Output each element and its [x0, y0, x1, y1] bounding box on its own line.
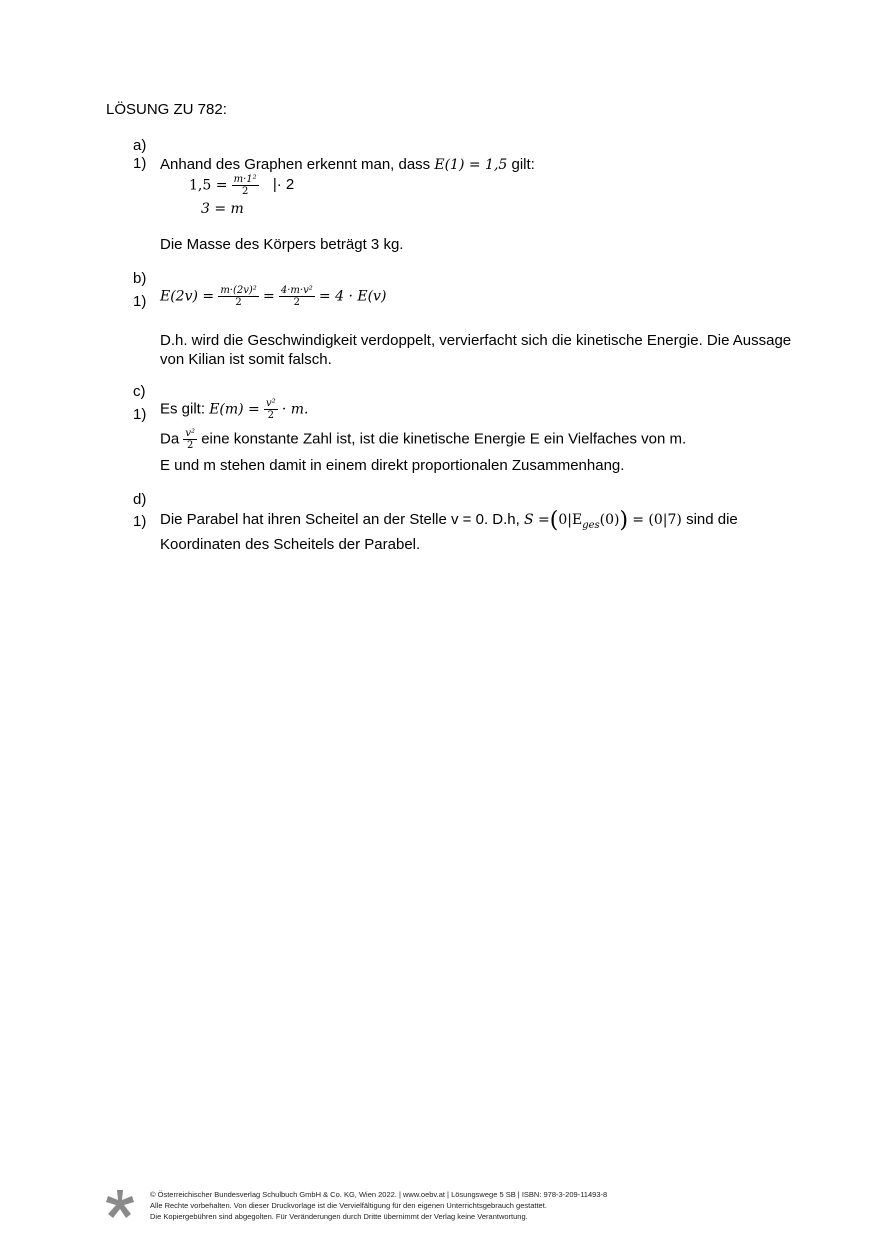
footer	[150, 1189, 607, 1222]
d-math-arg: (0)	[599, 512, 620, 528]
d-line2: Koordinaten des Scheitels der Parabel.	[160, 536, 421, 553]
c-line1	[160, 398, 308, 421]
a-equation-1	[189, 174, 294, 197]
c-line2-pre: Da	[160, 430, 180, 448]
c-line2-post: eine konstante Zahl ist, ist die kinetische Energie E ein Vielfaches von m.	[201, 430, 687, 448]
a-line1-math: E(1) = 1,5	[434, 157, 508, 173]
c-line1-post: · m.	[281, 401, 309, 418]
c-line2-frac-num: v²	[185, 428, 196, 439]
a-result: Die Masse des Körpers beträgt 3 kg.	[160, 236, 404, 253]
b-frac2-num: 4·m·v²	[280, 285, 313, 296]
footer-line-3: Die Kopiergebühren sind abgegolten. Für Veränderungen durch Dritte übernimmt der Verlag keine Verantwortung.	[150, 1212, 528, 1221]
a-line1-pre: Anhand des Graphen erkennt man, dass	[160, 156, 431, 173]
b-rhs: = 4 · E(v)	[318, 288, 387, 305]
d-line1-post: sind die	[686, 511, 738, 528]
c-line2-fraction	[183, 428, 197, 451]
a-eq1-num: m·1²	[233, 174, 257, 185]
b-frac2-den: 2	[279, 296, 315, 308]
c-line2	[160, 428, 686, 451]
a-equation-2: 3 = m	[201, 201, 244, 217]
section-c-label: c)	[133, 383, 146, 400]
c-line2-frac-den: 2	[183, 439, 197, 451]
a-eq1-fraction	[232, 174, 259, 197]
section-a-label: a)	[133, 137, 147, 154]
b-equation	[160, 285, 386, 308]
d-line1	[160, 510, 738, 535]
a-line1-post: gilt:	[511, 156, 535, 173]
d-paren-close: )	[619, 508, 629, 533]
section-a-line1	[160, 155, 535, 175]
b-frac1-num: m·(2v)²	[220, 285, 257, 296]
a-eq1-op: |· 2	[272, 176, 295, 194]
b-eq: =	[262, 288, 275, 305]
d-math-inner: 0|E	[558, 512, 583, 528]
d-math-post: = (0|7)	[632, 512, 682, 528]
c-line1-pre: Es gilt:	[160, 400, 206, 418]
b-text: D.h. wird die Geschwindigkeit verdoppelt, vervierfacht sich die kinetische Energie. Die Aussage von Kilian ist somit falsch.	[160, 332, 792, 368]
footer-line-1: © Österreichischer Bundesverlag Schulbuch GmbH & Co. KG, Wien 2022. | www.oebv.at | Lösungswege 5 SB | ISBN: 978-3-209-11493-8	[150, 1190, 608, 1199]
section-b-label: b)	[133, 270, 147, 287]
c-frac-den: 2	[264, 409, 278, 421]
section-d-item: 1)	[133, 513, 147, 530]
d-paren-open: (	[549, 508, 559, 533]
d-math-s: S =	[523, 512, 550, 528]
c-line1-math: E(m) =	[209, 401, 260, 418]
section-d-label: d)	[133, 491, 147, 508]
b-fraction-1	[218, 285, 258, 308]
publisher-logo-icon	[104, 1188, 136, 1220]
a-eq1-den: 2	[232, 185, 259, 197]
footer-line-2: Alle Rechte vorbehalten. Von dieser Druckvorlage ist die Vervielfältigung für den eigenen Unterrichtsgebrauch gestattet.	[150, 1201, 547, 1210]
section-b-item: 1)	[133, 293, 147, 310]
section-a-item: 1)	[133, 155, 147, 172]
page-title: LÖSUNG ZU 782:	[106, 101, 227, 118]
section-c-item: 1)	[133, 406, 147, 423]
c-frac-num: v²	[265, 398, 276, 409]
a-eq1-lhs: 1,5 =	[189, 177, 228, 194]
b-fraction-2	[279, 285, 315, 308]
d-line1-pre: Die Parabel hat ihren Scheitel an der Stelle v = 0. D.h,	[160, 511, 520, 528]
b-lhs: E(2v) =	[160, 288, 215, 305]
c-fraction	[264, 398, 278, 421]
c-line3: E und m stehen damit in einem direkt proportionalen Zusammenhang.	[160, 457, 625, 474]
b-frac1-den: 2	[218, 296, 258, 308]
d-math-sub: ges	[582, 520, 600, 531]
